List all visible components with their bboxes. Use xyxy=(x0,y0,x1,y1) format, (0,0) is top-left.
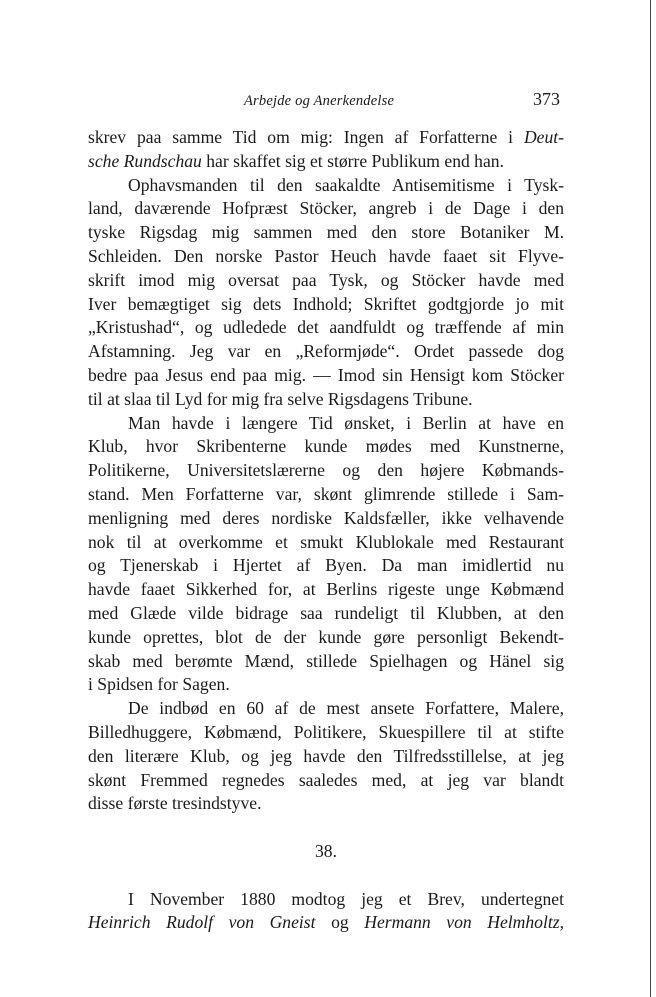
text-line: Billedhuggere, Købmænd, Politikere, Skuespillere til at stifte xyxy=(88,721,564,742)
italic-title: sche Rundschau xyxy=(88,150,202,171)
text-line: nok til at overkomme et smukt Klublokale med Restaurant xyxy=(88,531,564,552)
paragraph-1 xyxy=(88,126,564,174)
page-header xyxy=(0,89,656,113)
text-run: skrev paa samme Tid om mig: Ingen af Forfatterne i xyxy=(88,127,524,147)
text-line: tyske Rigsdag mig sammen med den store Botaniker M. xyxy=(88,222,564,243)
text-line: menligning med deres nordiske Kaldsfæller, ikke velhavende xyxy=(88,507,564,528)
text-run: har skaffet sig et større Publikum end han. xyxy=(201,150,504,171)
page-number: 373 xyxy=(533,89,560,109)
text-line: Ophavsmanden til den saakaldte Antisemitisme i Tysk- xyxy=(128,174,564,195)
text-line: og Tjenerskab i Hjertet af Byen. Da man imidlertid nu xyxy=(88,555,564,576)
text-line: Afstamning. Jeg var en „Reformjøde“. Ordet passede dog xyxy=(88,341,564,362)
text-line: disse første tresindstyve. xyxy=(88,793,262,814)
spacer xyxy=(88,864,564,888)
spacer xyxy=(88,816,564,840)
text-line: den literære Klub, og jeg havde den Tilfredsstillelse, at jeg xyxy=(88,745,564,766)
text-line: skrift imod mig oversat paa Tysk, og Stöcker havde med xyxy=(88,269,564,290)
text-line: stand. Men Forfatterne var, skønt glimrende stillede i Sam- xyxy=(88,483,564,504)
text-line: kunde oprettes, blot de der kunde gøre personligt Bekendt- xyxy=(88,626,564,647)
section-number: 38. xyxy=(315,840,337,861)
paragraph-5 xyxy=(88,888,564,936)
italic-name: Hermann von Helmholtz, xyxy=(364,912,564,933)
paragraph-2 xyxy=(88,174,564,412)
page-edge-line xyxy=(650,0,651,997)
text-line: Klub, hvor Skribenterne kunde mødes med Kunstnerne, xyxy=(88,436,564,457)
text-line: land, daværende Hofpræst Stöcker, angreb i de Dage i den xyxy=(88,198,564,219)
text-line: Man havde i længere Tid ønsket, i Berlin at have en xyxy=(128,412,564,433)
body-text xyxy=(88,126,564,935)
paragraph-3 xyxy=(88,412,564,698)
text-run: og xyxy=(315,912,365,933)
text-line: Politikerne, Universitetslærerne og den højere Købmands- xyxy=(88,460,564,481)
italic-title: Deut- xyxy=(523,127,564,147)
text-line: Iver bemægtiget sig dets Indhold; Skriftet godtgjorde jo mit xyxy=(88,293,564,314)
text-line: De indbød en 60 af de mest ansete Forfattere, Malere, xyxy=(128,698,564,719)
text-line: havde faaet Sikkerhed for, at Berlins rigeste unge Købmænd xyxy=(88,579,564,600)
text-line: I November 1880 modtog jeg et Brev, undertegnet xyxy=(128,888,564,909)
text-line xyxy=(88,150,564,174)
text-line: bedre paa Jesus end paa mig. — Imod sin Hensigt kom Stöcker xyxy=(88,364,564,385)
text-line: med Glæde vilde bidrage saa rundeligt til Klubben, at den xyxy=(88,602,564,623)
text-line: til at slaa til Lyd for mig fra selve Rigsdagens Tribune. xyxy=(88,388,473,409)
text-line: Schleiden. Den norske Pastor Heuch havde faaet sit Flyve- xyxy=(88,245,564,266)
text-line: skønt Fremmed regnedes saaledes med, at jeg var blandt xyxy=(88,769,564,790)
text-line: „Kristushad“, og udledede det aandfuldt og træffende af min xyxy=(88,317,564,338)
running-title: Arbejde og Anerkendelse xyxy=(244,93,395,109)
paragraph-4 xyxy=(88,697,564,816)
text-line: i Spidsen for Sagen. xyxy=(88,674,230,695)
text-line: skab med berømte Mænd, stillede Spielhagen og Hänel sig xyxy=(88,650,564,671)
text-line xyxy=(88,911,564,935)
italic-name: Heinrich Rudolf von Gneist xyxy=(88,912,316,933)
text-line xyxy=(88,126,564,150)
